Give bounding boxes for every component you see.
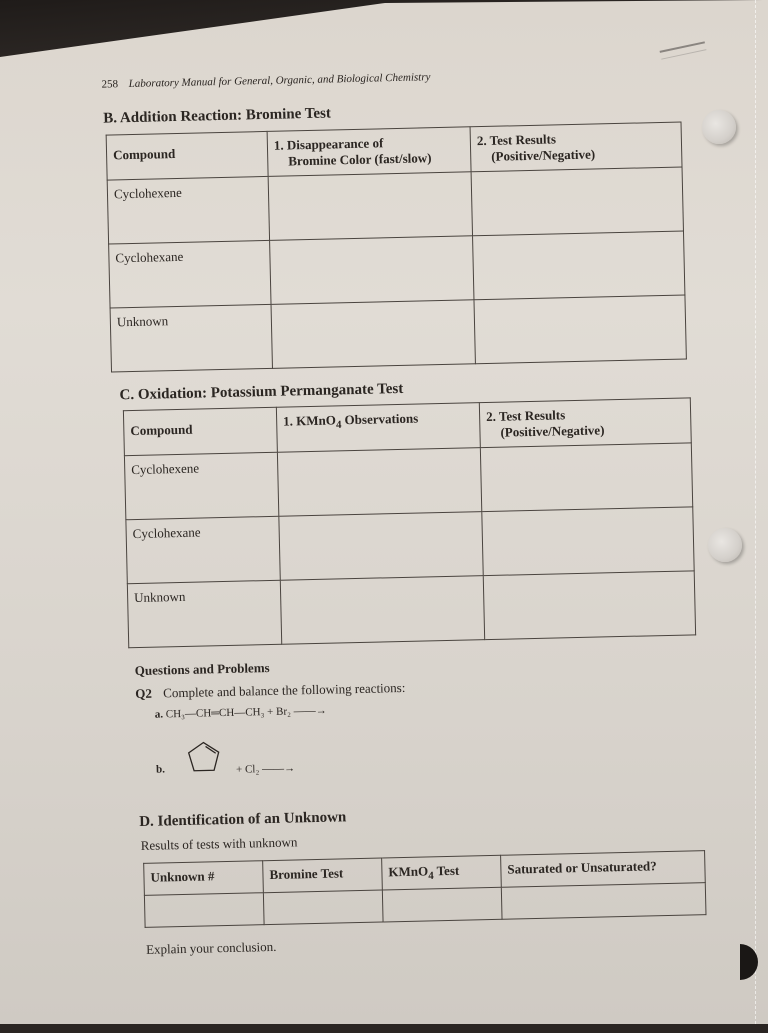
observation-input-cell[interactable] <box>271 300 475 369</box>
observation-input-cell[interactable] <box>277 448 481 517</box>
result-input-cell[interactable] <box>474 295 686 364</box>
kmno4-result-input-cell[interactable] <box>382 887 502 922</box>
questions-title: Questions and Problems <box>134 660 270 679</box>
column-header-bromine-test: Bromine Test <box>263 858 383 893</box>
unknown-identification-table <box>143 850 706 928</box>
column-header-saturation: Saturated or Unsaturated? <box>501 851 706 888</box>
compound-cell: Cyclohexane <box>126 516 280 583</box>
subscript: 4 <box>428 869 434 883</box>
section-c-title: C. Oxidation: Potassium Permanganate Test <box>119 380 404 404</box>
result-input-cell[interactable] <box>480 443 692 512</box>
reaction-label: b. <box>155 763 166 776</box>
saturation-input-cell[interactable] <box>501 883 706 920</box>
bromine-test-table <box>106 122 687 373</box>
header-line: 2. Test Results <box>485 407 566 425</box>
header-line: (Positive/Negative) <box>500 422 605 440</box>
observation-input-cell[interactable] <box>280 576 484 645</box>
header-line: 2. Test Results <box>476 131 557 149</box>
observation-input-cell[interactable] <box>268 172 472 241</box>
page-number: 258 <box>101 78 119 91</box>
header-text: 1. KMnO <box>283 412 337 429</box>
result-input-cell[interactable] <box>482 507 694 576</box>
compound-cell: Cyclohexane <box>109 240 271 308</box>
compound-cell: Cyclohexene <box>107 176 269 244</box>
permanganate-test-table <box>123 397 696 648</box>
cyclopentene-structure-icon <box>183 738 224 775</box>
section-d-subtitle: Results of tests with unknown <box>140 834 298 853</box>
table-row <box>110 295 686 372</box>
header-line: (Positive/Negative) <box>491 146 596 164</box>
column-header-compound: Compound <box>106 131 268 180</box>
header-text: Observations <box>341 410 419 428</box>
reaction-b <box>155 740 296 790</box>
column-header-kmno4-test <box>382 855 502 890</box>
reaction-equation: + Cl₂ ——→ <box>235 762 296 776</box>
question-q2 <box>135 680 405 702</box>
observation-input-cell[interactable] <box>270 236 474 305</box>
compound-cell: Cyclohexene <box>124 452 278 519</box>
column-header-kmno4-observations <box>276 403 480 453</box>
running-head <box>101 71 430 90</box>
reaction-a <box>155 705 327 721</box>
column-header-test-results <box>470 122 682 172</box>
result-input-cell[interactable] <box>471 167 683 236</box>
column-header-test-results <box>479 398 691 448</box>
column-header-unknown-number: Unknown # <box>144 861 264 896</box>
observation-input-cell[interactable] <box>279 512 483 581</box>
header-line: Bromine Color (fast/slow) <box>288 150 432 169</box>
column-header-disappearance <box>267 127 471 177</box>
unknown-number-input-cell[interactable] <box>144 893 264 928</box>
explain-conclusion-prompt: Explain your conclusion. <box>145 938 277 957</box>
reaction-label: a. <box>154 708 164 721</box>
book-title: Laboratory Manual for General, Organic, and Biological Chemistry <box>128 71 431 91</box>
result-input-cell[interactable] <box>483 571 695 640</box>
compound-cell: Unknown <box>127 580 281 647</box>
reaction-equation: CH₃—CH═CH—CH₃ + Br₂ ——→ <box>165 704 327 721</box>
question-number: Q2 <box>135 685 153 702</box>
header-text: Test <box>433 862 460 879</box>
table-row <box>127 571 695 648</box>
column-header-compound: Compound <box>123 407 277 455</box>
section-b-title: B. Addition Reaction: Bromine Test <box>103 105 332 127</box>
section-d-title: D. Identification of an Unknown <box>139 809 347 830</box>
result-input-cell[interactable] <box>473 231 685 300</box>
header-text: KMnO <box>388 863 429 880</box>
compound-cell: Unknown <box>110 304 272 372</box>
bromine-result-input-cell[interactable] <box>263 890 383 925</box>
header-line: 1. Disappearance of <box>273 135 384 153</box>
subscript: 4 <box>335 418 342 432</box>
question-prompt: Complete and balance the following reactions: <box>163 679 406 701</box>
